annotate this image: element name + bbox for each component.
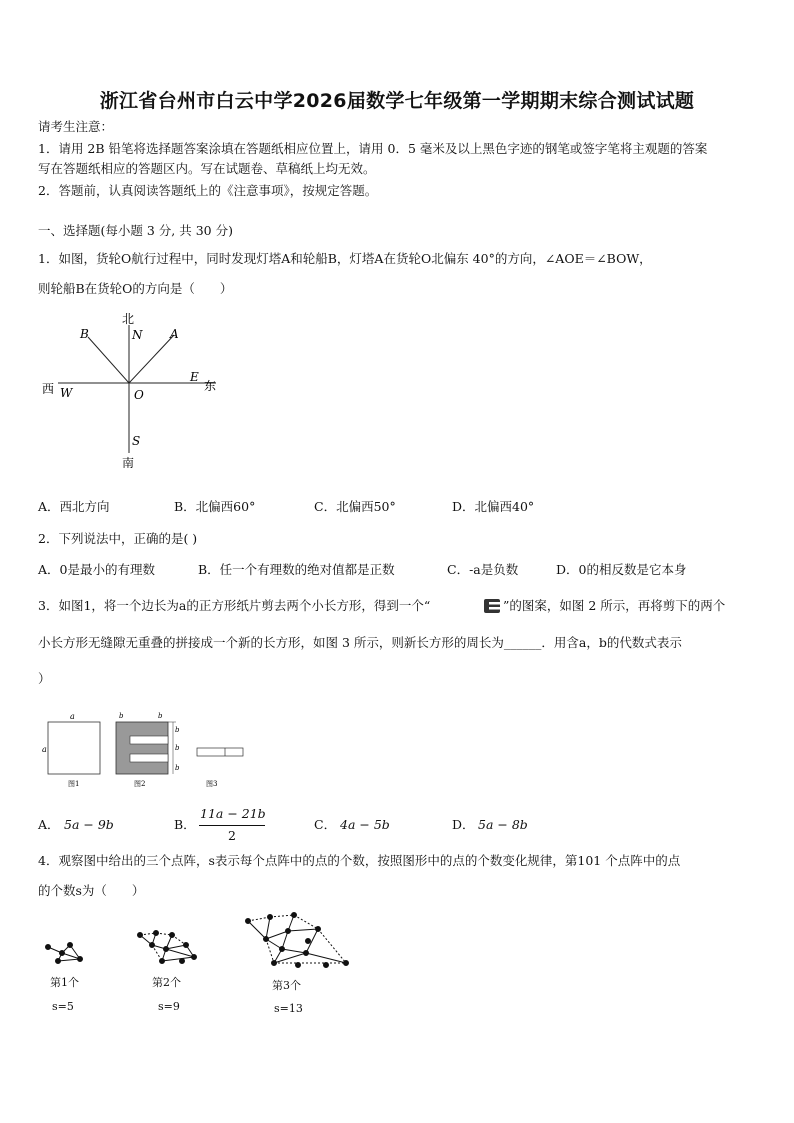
q2-option-d: D．0的相反数是它本身 — [556, 562, 687, 577]
q1-option-c: C．北偏西50° — [314, 499, 396, 514]
lattice-1-count: s=5 — [52, 1000, 74, 1013]
q3-option-c-letter: C． — [314, 817, 337, 832]
o-label: O — [134, 388, 144, 402]
q2-option-a: A．0是最小的有理数 — [38, 562, 155, 577]
lattice-2 — [138, 931, 197, 964]
fig1-caption: 图1 — [68, 780, 80, 788]
a-label: A — [170, 327, 179, 341]
e-shape-icon — [482, 597, 502, 615]
lattice-2-count: s=9 — [158, 1000, 180, 1013]
q1-stem-line1: 1．如图，货轮O航行过程中，同时发现灯塔A和轮船B，灯塔A在货轮O北偏东 40°的方向，∠AOE＝∠BOW， — [38, 251, 652, 266]
e-label: E — [190, 370, 199, 384]
q3-option-c-expr: 4a − 5b — [340, 817, 390, 832]
lattice-3-label: 第3个 — [272, 979, 301, 992]
fraction-bar — [199, 825, 265, 826]
fig1-a-top: a — [70, 712, 75, 721]
q3-option-b-numerator: 11a − 21b — [200, 806, 266, 821]
fig2-b-top-left: b — [119, 712, 124, 720]
compass-figure — [36, 305, 236, 475]
q3-option-b-denominator: 2 — [228, 828, 236, 843]
q3-stem-line2: 小长方形无缝隙无重叠的拼接成一个新的长方形，如图 3 所示，则新长方形的周长为______．用含a，b的代数式表示 — [38, 635, 682, 650]
lattice-1 — [46, 943, 83, 964]
q2-stem: 2．下列说法中，正确的是( ) — [38, 531, 198, 546]
fig3-caption: 图3 — [206, 780, 218, 788]
w-label: W — [60, 386, 73, 400]
fig2-b-top-right: b — [158, 712, 163, 720]
fig2-caption: 图2 — [134, 780, 146, 788]
q3-stem-line1b: ”的图案，如图 2 所示，再将剪下的两个 — [503, 598, 726, 613]
q1-option-a: A．西北方向 — [38, 499, 110, 514]
q4-stem-line2: 的个数s为（ ） — [38, 883, 145, 898]
q3-figures — [40, 708, 260, 790]
q2-option-b: B．任一个有理数的绝对值都是正数 — [198, 562, 395, 577]
lattice-1-label: 第1个 — [50, 976, 79, 989]
section-heading: 一、选择题(每小题 3 分, 共 30 分) — [38, 223, 233, 238]
q3-option-b-letter: B． — [174, 817, 196, 832]
notice-head: 请考生注意： — [38, 119, 114, 134]
q3-stem-line3: ） — [38, 671, 51, 686]
page-title: 浙江省台州市白云中学2026届数学七年级第一学期期末综合测试试题 — [99, 90, 695, 112]
q1-stem-line2: 则轮船B在货轮O的方向是（ ） — [38, 281, 233, 296]
south-label: 南 — [122, 456, 135, 470]
lattice-2-label: 第2个 — [152, 976, 181, 989]
east-label: 东 — [204, 379, 217, 393]
s-label: S — [132, 434, 141, 448]
fig2-b-right-3: b — [175, 764, 180, 772]
q3-option-d-letter: D． — [452, 817, 475, 832]
q3-option-a-expr: 5a − 9b — [64, 817, 114, 832]
notice-item1-line1: 1．请用 2B 铅笔将选择题答案涂填在答题纸相应位置上，请用 0．5 毫米及以上黑色字迹的钢笔或签字笔将主观题的答案 — [38, 141, 708, 156]
q3-option-d-expr: 5a − 8b — [478, 817, 528, 832]
q3-stem-line1a: 3．如图1，将一个边长为a的正方形纸片剪去两个小长方形，得到一个“ — [38, 598, 431, 613]
b-label: B — [80, 327, 89, 341]
q1-option-b: B．北偏西60° — [174, 499, 256, 514]
n-label: N — [132, 328, 143, 342]
north-label: 北 — [122, 312, 135, 326]
q3-option-a-letter: A． — [38, 817, 60, 832]
fig2-b-right-2: b — [175, 744, 180, 752]
dot-lattice-figures — [36, 905, 366, 1025]
west-label: 西 — [42, 382, 55, 396]
notice-item1-line2: 写在答题纸相应的答题区内。写在试题卷、草稿纸上均无效。 — [38, 161, 376, 176]
q1-option-d: D．北偏西40° — [452, 499, 535, 514]
notice-item2: 2．答题前，认真阅读答题纸上的《注意事项》，按规定答题。 — [38, 183, 378, 198]
q2-option-c: C．-a是负数 — [447, 562, 519, 577]
fig2-b-right-1: b — [175, 726, 180, 734]
fig1-a-left: a — [42, 745, 47, 754]
lattice-3-count: s=13 — [274, 1002, 303, 1015]
q4-stem-line1: 4．观察图中给出的三个点阵，s表示每个点阵中的点的个数，按照图形中的点的个数变化规律，第101 个点阵中的点 — [38, 853, 681, 868]
lattice-3 — [246, 913, 349, 968]
